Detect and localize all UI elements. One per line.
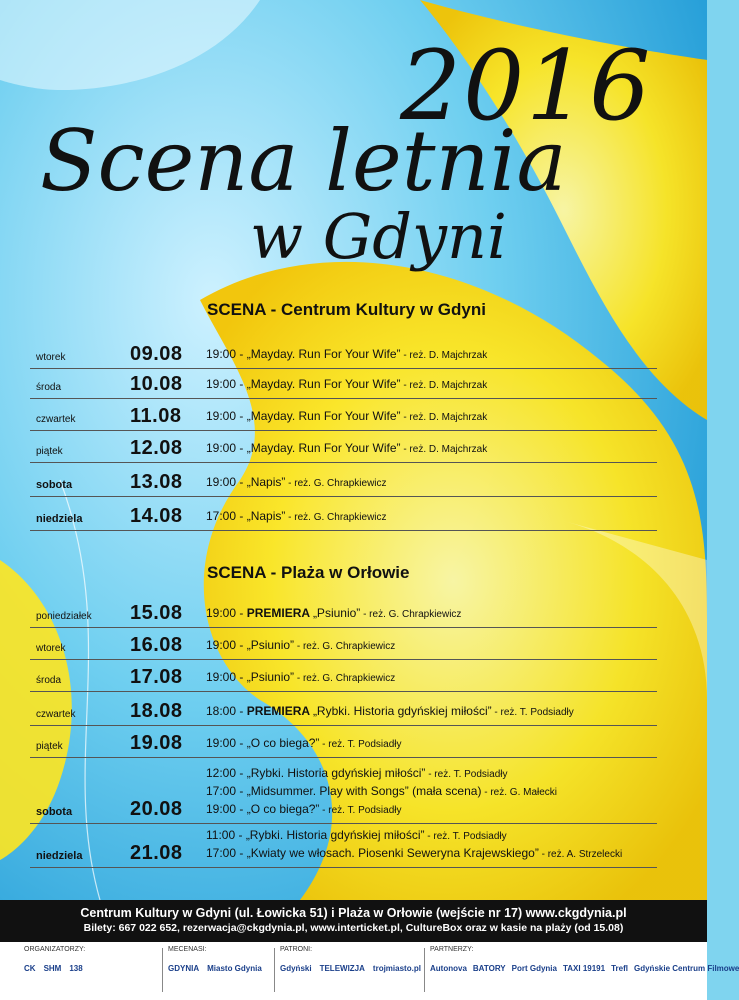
schedule-row [30, 659, 657, 692]
event-time: 17:00 - [206, 846, 247, 860]
show-title: „Rybki. Historia gdyńskiej miłości” [246, 766, 426, 780]
show-title: „O co biega?” [246, 802, 320, 816]
director-credit: - reż. G. Chrapkiewicz [294, 673, 396, 684]
show-title: „Napis” [246, 509, 286, 523]
show-title: „O co biega?” [246, 736, 320, 750]
schedule-row [30, 595, 657, 628]
schedule-row [30, 627, 657, 660]
sponsor-logo: Gdyńskie Centrum Filmowe [634, 964, 739, 973]
show-title: „Mayday. Run For Your Wife” [246, 377, 401, 391]
sponsor-logo: SHM [43, 964, 62, 973]
event-time: 19:00 - [206, 638, 247, 652]
weekday-label: środa [36, 675, 62, 686]
event-list [206, 474, 387, 492]
event-list [206, 605, 461, 623]
event-line [206, 440, 487, 458]
date-label: 11.08 [130, 405, 182, 427]
date-label: 21.08 [130, 842, 183, 864]
director-credit: - reż. G. Chrapkiewicz [285, 512, 387, 523]
sponsor-logo: trojmiasto.pl [372, 964, 421, 973]
sponsor-logo: BATORY [472, 964, 506, 973]
sponsor-logo: CK [24, 964, 36, 973]
director-credit: - reż. G. Chrapkiewicz [360, 609, 462, 620]
sponsor-logo: Miasto Gdynia [207, 964, 262, 973]
event-line [206, 346, 487, 364]
event-time: 19:00 - [206, 377, 247, 391]
weekday-label: piątek [36, 446, 63, 457]
date-label: 16.08 [130, 634, 183, 656]
weekday-label: niedziela [36, 513, 83, 525]
sponsor-logo: Trefl [611, 964, 628, 973]
sponsor-group-patrons-mecenas [168, 946, 262, 996]
director-credit: - reż. G. Małecki [481, 787, 558, 798]
event-line [206, 605, 461, 623]
date-label: 10.08 [130, 373, 183, 395]
schedule-row [30, 462, 657, 497]
event-list [206, 827, 622, 863]
date-label: 18.08 [130, 700, 183, 722]
weekday-label: poniedziałek [36, 611, 92, 622]
director-credit: - reż. D. Majchrzak [400, 350, 488, 361]
sponsor-group-label: MECENASI: [168, 946, 207, 953]
sponsor-group-partners [430, 946, 739, 996]
event-time: 19:00 - [206, 606, 247, 620]
date-label: 09.08 [130, 343, 183, 365]
event-time: 18:00 - [206, 704, 247, 718]
sponsor-group-label: PARTNERZY: [430, 946, 474, 953]
event-list [206, 440, 487, 458]
event-time: 19:00 - [206, 347, 247, 361]
sponsor-group-media [280, 946, 421, 996]
premiere-badge: PREMIERA [246, 606, 313, 620]
event-line [206, 474, 387, 492]
event-line [206, 845, 622, 863]
show-title: „Midsummer. Play with Songs” (mała scena) [246, 784, 482, 798]
venue-info-line: Centrum Kultury w Gdyni (ul. Łowicka 51) i Plaża w Orłowie (wejście nr 17) www.ckgdynia.pl [80, 906, 627, 920]
venue-info-bar [0, 900, 707, 942]
schedule-row [30, 725, 657, 758]
show-title: „Mayday. Run For Your Wife” [246, 409, 401, 423]
section-title-ck: SCENA - Centrum Kultury w Gdyni [207, 300, 486, 319]
event-list [206, 508, 387, 526]
event-time: 19:00 - [206, 441, 247, 455]
event-line [206, 783, 557, 801]
event-time: 17:00 - [206, 509, 247, 523]
show-title: „Mayday. Run For Your Wife” [246, 347, 401, 361]
show-title: „Psiunio” [312, 606, 361, 620]
event-time: 19:00 - [206, 409, 247, 423]
weekday-label: piątek [36, 741, 63, 752]
weekday-label: wtorek [36, 643, 66, 654]
schedule-row [30, 430, 657, 463]
director-credit: - reż. T. Podsiadły [424, 831, 507, 842]
sponsors-strip [0, 942, 739, 1000]
schedule-row [30, 757, 657, 824]
poster-subtitle: w Gdyni [250, 200, 507, 273]
sponsor-group-organizers [24, 946, 85, 996]
show-title: „Napis” [246, 475, 286, 489]
event-line [206, 765, 557, 783]
event-list [206, 376, 487, 394]
event-line [206, 735, 401, 753]
event-time: 11:00 - [206, 828, 246, 842]
director-credit: - reż. A. Strzelecki [538, 849, 623, 860]
event-list [206, 765, 557, 819]
date-label: 17.08 [130, 666, 183, 688]
director-credit: - reż. G. Chrapkiewicz [285, 478, 387, 489]
show-title: „Psiunio” [246, 670, 295, 684]
director-credit: - reż. T. Podsiadły [491, 707, 574, 718]
event-time: 19:00 - [206, 736, 247, 750]
sponsor-group-label: ORGANIZATORZY: [24, 946, 86, 953]
event-line [206, 827, 622, 845]
schedule-row [30, 496, 657, 531]
date-label: 12.08 [130, 437, 183, 459]
director-credit: - reż. T. Podsiadły [319, 739, 402, 750]
show-title: „Rybki. Historia gdyńskiej miłości” [312, 704, 492, 718]
weekday-label: środa [36, 382, 62, 393]
event-time: 19:00 - [206, 475, 247, 489]
director-credit: - reż. D. Majchrzak [400, 444, 488, 455]
event-time: 19:00 - [206, 670, 247, 684]
event-list [206, 408, 487, 426]
director-credit: - reż. D. Majchrzak [400, 380, 488, 391]
director-credit: - reż. T. Podsiadły [319, 805, 402, 816]
ticket-info-line: Bilety: 667 022 652, rezerwacja@ckgdynia.pl, www.interticket.pl, CultureBox oraz w kasie na plaży (od 15.08) [83, 922, 624, 934]
schedule-row [30, 398, 657, 431]
poster-title: Scena letnia [40, 112, 567, 210]
weekday-label: wtorek [36, 352, 66, 363]
weekday-label: czwartek [36, 414, 76, 425]
weekday-label: sobota [36, 806, 73, 818]
show-title: „Mayday. Run For Your Wife” [246, 441, 401, 455]
schedule-row [30, 334, 657, 369]
event-list [206, 346, 487, 364]
show-title: „Rybki. Historia gdyńskiej miłości” [245, 828, 425, 842]
sponsor-logo: Autonova [430, 964, 467, 973]
schedule-row [30, 823, 657, 868]
event-list [206, 669, 395, 687]
event-list [206, 637, 395, 655]
event-line [206, 508, 387, 526]
show-title: „Psiunio” [246, 638, 295, 652]
weekday-label: niedziela [36, 850, 83, 862]
date-label: 20.08 [130, 798, 183, 820]
weekday-label: czwartek [36, 709, 76, 720]
event-time: 17:00 - [206, 784, 247, 798]
weekday-label: sobota [36, 479, 73, 491]
director-credit: - reż. G. Chrapkiewicz [294, 641, 396, 652]
show-title: „Kwiaty we włosach. Piosenki Seweryna Krajewskiego” [246, 846, 539, 860]
sponsor-logo: TELEWIZJA [319, 964, 365, 973]
event-line [206, 637, 395, 655]
director-credit: - reż. T. Podsiadły [425, 769, 508, 780]
event-list [206, 735, 401, 753]
sponsor-logo: Port Gdynia [511, 964, 557, 973]
sponsor-logo: GDYNIA [168, 964, 200, 973]
date-label: 14.08 [130, 505, 183, 527]
section-title-plaza: SCENA - Plaża w Orłowie [207, 563, 410, 582]
event-list [206, 703, 574, 721]
schedule-row [30, 368, 657, 399]
schedule-row [30, 691, 657, 726]
event-line [206, 376, 487, 394]
event-line [206, 801, 557, 819]
poster-year: 2016 [400, 30, 653, 142]
sponsor-group-label: PATRONI: [280, 946, 313, 953]
date-label: 15.08 [130, 602, 183, 624]
premiere-badge: PREMIERA [246, 704, 313, 718]
sponsor-logo: TAXI 19191 [562, 964, 606, 973]
event-time: 19:00 - [206, 802, 247, 816]
sponsor-logo: 138 [69, 964, 83, 973]
director-credit: - reż. D. Majchrzak [400, 412, 488, 423]
date-label: 19.08 [130, 732, 183, 754]
event-line [206, 669, 395, 687]
event-line [206, 703, 574, 721]
sponsor-logo: Gdyński [280, 964, 312, 973]
event-time: 12:00 - [206, 766, 247, 780]
date-label: 13.08 [130, 471, 183, 493]
event-line [206, 408, 487, 426]
